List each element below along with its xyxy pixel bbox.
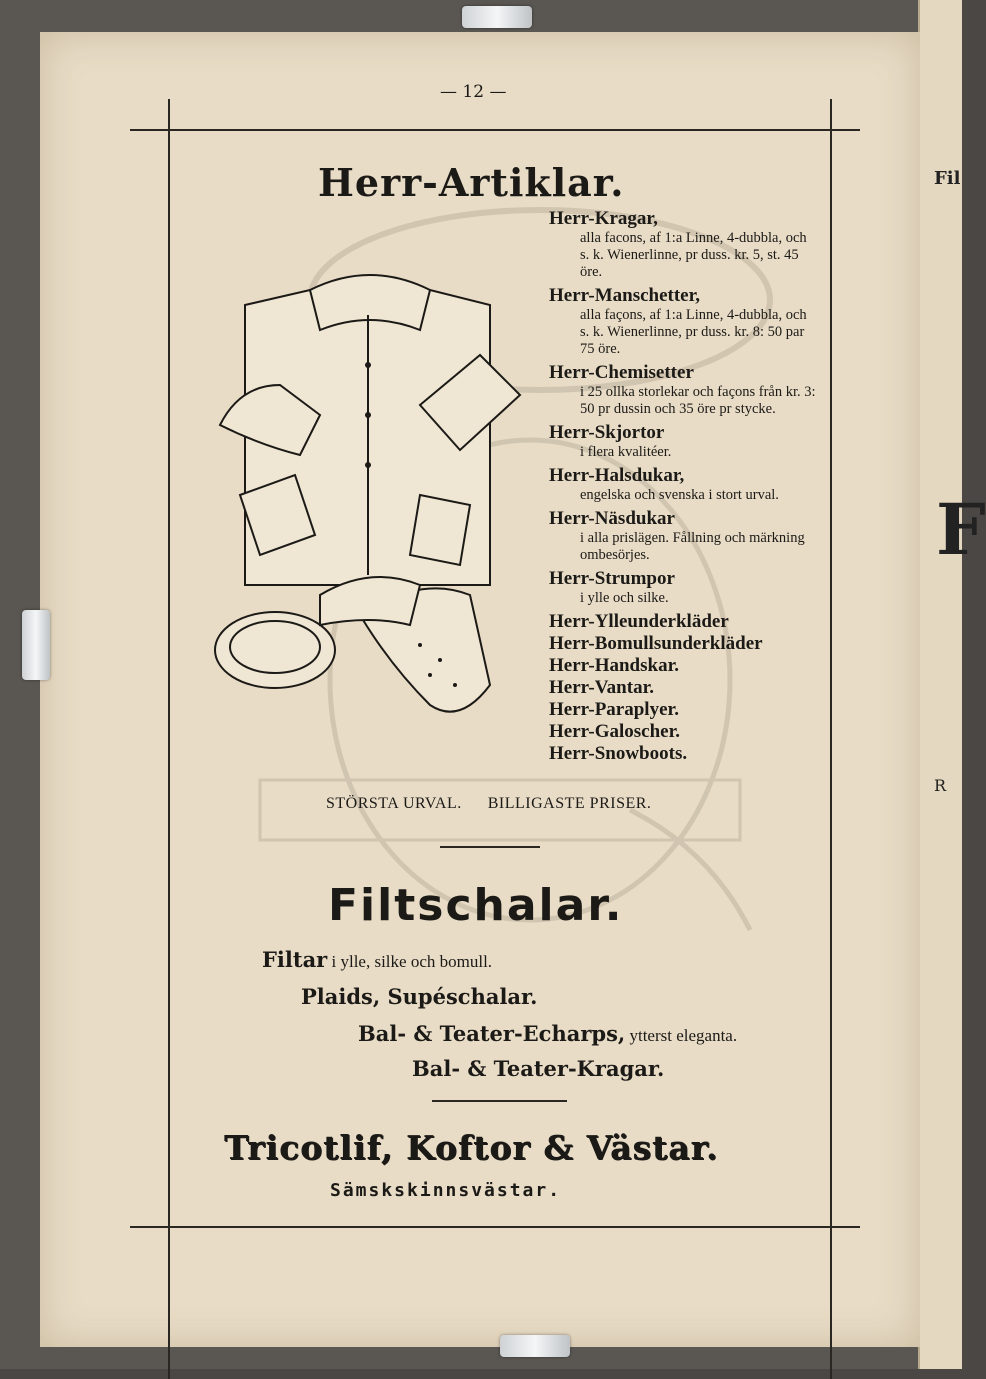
border-line-right xyxy=(830,99,832,1379)
item-name: Herr-Chemisetter xyxy=(549,362,694,383)
filt-line-1 xyxy=(262,947,492,972)
border-line-top xyxy=(130,129,860,131)
item-6 xyxy=(549,568,819,607)
page-clip-bottom xyxy=(500,1335,570,1357)
border-line-bottom xyxy=(130,1226,860,1228)
item-name: Herr-Strumpor xyxy=(549,568,675,589)
item-name: Herr-Manschetter, xyxy=(549,285,701,306)
filt-line-1-bold: Filtar xyxy=(262,947,328,972)
adjacent-page-fragment-low: R xyxy=(934,776,947,795)
divider-2 xyxy=(432,1100,567,1102)
item-desc: engelska och svenska i stort urval. xyxy=(580,487,779,503)
adjacent-page-edge xyxy=(918,0,986,1369)
adjacent-page-fragment-top: Fil xyxy=(934,168,961,189)
item-name: Herr-Galoscher. xyxy=(549,721,681,742)
herr-artiklar-heading: Herr-Artiklar. xyxy=(318,160,625,205)
filt-line-2 xyxy=(301,984,537,1009)
herr-items-list xyxy=(549,208,819,765)
item-name: Herr-Kragar, xyxy=(549,208,658,229)
page-number: — 12 — xyxy=(440,82,507,102)
filt-line-3 xyxy=(358,1021,737,1046)
filt-line-3-bold: Bal- & Teater-Echarps, xyxy=(358,1021,626,1046)
slogan-line xyxy=(326,795,677,813)
item-name: Herr-Snowboots. xyxy=(549,743,688,764)
item-name: Herr-Näsdukar xyxy=(549,508,675,529)
filtschalar-heading: Filtschalar. xyxy=(328,880,624,931)
page-clip-top xyxy=(462,6,532,28)
item-name: Herr-Handskar. xyxy=(549,655,680,676)
item-desc: i 25 ollka storlekar och façons från kr. 3: 50 pr dussin och 35 öre pr stycke. xyxy=(580,384,816,417)
item-desc: i alla prislägen. Fållning och märkning ombesörjes. xyxy=(580,530,805,563)
item-name: Herr-Ylleunderkläder xyxy=(549,611,729,632)
item-2 xyxy=(549,362,819,418)
slogan-right: BILLIGASTE PRISER. xyxy=(487,795,652,812)
item-name: Herr-Bomullsunderkläder xyxy=(549,633,763,654)
item-4 xyxy=(549,465,819,504)
item-desc: i ylle och silke. xyxy=(580,590,669,606)
item-3 xyxy=(549,422,819,461)
slogan-left: STÖRSTA URVAL. xyxy=(326,795,462,812)
filt-line-2-bold: Plaids, Supéschalar. xyxy=(301,984,538,1009)
page-clip-left xyxy=(22,610,50,680)
filt-line-4-bold: Bal- & Teater-Kragar. xyxy=(412,1056,665,1081)
border-line-left xyxy=(168,99,170,1379)
item-name: Herr-Skjortor xyxy=(549,422,665,443)
adjacent-page-fragment-mid: F xyxy=(936,488,986,571)
item-0 xyxy=(549,208,819,281)
item-1 xyxy=(549,285,819,358)
filt-line-3-text: ytterst eleganta. xyxy=(629,1026,738,1045)
samskskinnsvastar-subheading: Sämskskinnsvästar. xyxy=(330,1180,562,1201)
item-name: Herr-Paraplyer. xyxy=(549,699,679,720)
item-name: Herr-Halsdukar, xyxy=(549,465,685,486)
item-desc: alla façons, af 1:a Linne, 4-dubbla, och s. k. Wienerlinne, pr duss. kr. 8: 50 par 75 öre. xyxy=(580,307,807,357)
item-desc: alla facons, af 1:a Linne, 4-dubbla, och s. k. Wienerlinne, pr duss. kr. 5, st. 45 öre. xyxy=(580,230,807,280)
filt-line-4 xyxy=(412,1056,664,1081)
divider-1 xyxy=(440,846,540,848)
shirt-collar-illustration xyxy=(200,255,550,745)
item-desc: i flera kvalitéer. xyxy=(580,444,672,460)
filt-line-1-text: i ylle, silke och bomull. xyxy=(331,952,493,971)
item-name: Herr-Vantar. xyxy=(549,677,655,698)
tricot-heading: Tricotlif, Koftor & Västar. xyxy=(224,1128,719,1167)
item-5 xyxy=(549,508,819,564)
